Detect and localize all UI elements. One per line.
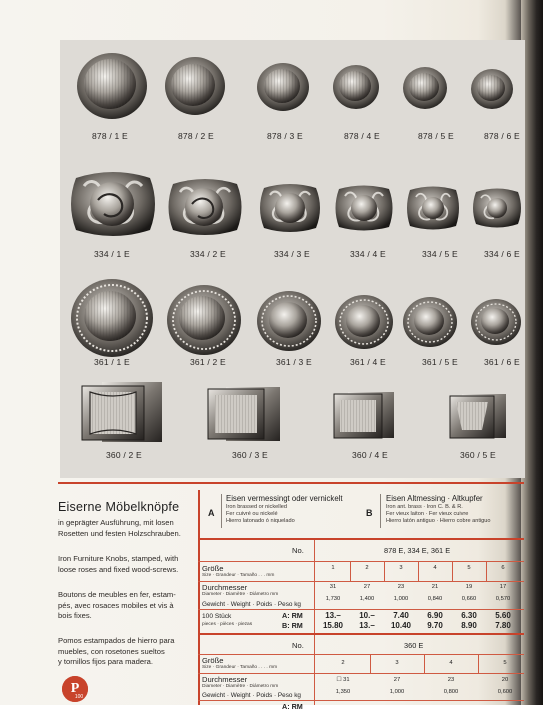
table1-weight-label: Gewicht · Weight · Poids · Peso kg: [202, 601, 301, 608]
red-divider: [58, 482, 524, 484]
table1-model: 878 E, 334 E, 361 E: [384, 546, 451, 555]
knob-360-4-icon: [332, 390, 396, 442]
desc-spanish: [58, 636, 198, 668]
finish-a-fr: Fer cuivré ou nickelé: [226, 511, 278, 517]
table1-cell-divider: [452, 561, 453, 581]
table1-prices-b-cell: 10.40: [390, 621, 412, 630]
table1-a-label: A: RM: [282, 611, 303, 620]
logo-letter: P: [70, 681, 80, 696]
table2-sizes-cell: 5: [503, 660, 507, 666]
finish-b-en: Iron ant. brass · Iron C. B. & R.: [386, 504, 463, 510]
desc-english-line: loose roses and fixed wood-screws.: [58, 564, 179, 574]
table1-prices-b-cell: 15.80: [322, 621, 344, 630]
knob-360-5-icon: [448, 392, 508, 442]
table2-size-sub: Size · Grandeur · Tamaño . . . . mm: [202, 665, 278, 670]
product-photo-panel: [60, 40, 525, 478]
code-334-5: 334 / 5 E: [422, 249, 458, 259]
table1-bottom-rule: [198, 633, 524, 635]
code-360-2: 360 / 2 E: [106, 450, 142, 460]
table1-prices-a-cell: 6.30: [461, 611, 477, 620]
table1-diam-label: Durchmesser: [202, 583, 248, 592]
knob-878-5-icon: [402, 66, 448, 110]
knob-334-5-icon: [404, 182, 462, 234]
table1-prices-b-cell: 7.80: [495, 621, 511, 630]
table2-weights-cell: 0,600: [497, 689, 513, 695]
table1-cell-divider: [418, 561, 419, 581]
table2-sizes-cell: 2: [341, 660, 345, 666]
table1-prices-a-cell: 10.–: [359, 611, 375, 620]
table1-sizes-cell: 3: [399, 565, 403, 571]
knob-360-2-icon: [80, 380, 164, 444]
finish-b-fr: Fer vieux laiton · Fer vieux cuivre: [386, 511, 469, 517]
table1-rule: [198, 609, 524, 610]
table2-diams-cell: 27: [393, 677, 401, 683]
table2-cell-divider: [370, 654, 371, 673]
table2-diam-label: Durchmesser: [202, 675, 248, 684]
knob-878-3-icon: [256, 62, 310, 112]
table1-weights-cell: 0,660: [461, 596, 477, 602]
table1-sizes-cell: 6: [501, 565, 505, 571]
table2-diams-cell: 23: [447, 677, 455, 683]
table1-prices-b-cell: 13.–: [359, 621, 375, 630]
code-361-5: 361 / 5 E: [422, 357, 458, 367]
desc-english: [58, 554, 198, 575]
finish-a-title: Eisen vermessingt oder vernickelt: [226, 494, 343, 503]
desc-french-line: pés, avec rosaces mobiles et vis à: [58, 600, 174, 610]
table1-weights-cell: 1,400: [359, 596, 375, 602]
table1-prices-a-cell: 13.–: [325, 611, 341, 620]
table2-diams-cell: ☐ 31: [336, 677, 350, 683]
finish-b-title: Eisen Altmessing · Altkupfer: [386, 494, 483, 503]
table2-diams-cell: 20: [501, 677, 509, 683]
finish-a-bar: [221, 494, 222, 528]
table1-diams-cell: 19: [465, 584, 473, 590]
knob-878-6-icon: [470, 68, 514, 110]
desc-english-line: Iron Furniture Knobs, stamped, with: [58, 554, 179, 563]
table1-diams-cell: 21: [431, 584, 439, 590]
code-361-2: 361 / 2 E: [190, 357, 226, 367]
table1-weights-cell: 0,570: [495, 596, 511, 602]
table1-prices-b-cell: 8.90: [461, 621, 477, 630]
product-title: Eiserne Möbelknöpfe: [58, 500, 180, 514]
knob-361-6-icon: [470, 298, 522, 346]
code-334-6: 334 / 6 E: [484, 249, 520, 259]
code-334-4: 334 / 4 E: [350, 249, 386, 259]
code-878-5: 878 / 5 E: [418, 131, 454, 141]
knob-361-2-icon: [166, 284, 242, 356]
table1-sizes-cell: 2: [365, 565, 369, 571]
code-361-3: 361 / 3 E: [276, 357, 312, 367]
code-334-3: 334 / 3 E: [274, 249, 310, 259]
knob-334-2-icon: [164, 172, 246, 242]
desc-german: [58, 518, 198, 539]
code-878-3: 878 / 3 E: [267, 131, 303, 141]
knob-361-5-icon: [402, 296, 458, 348]
table1-rule: [198, 561, 524, 562]
table2-weights-cell: 1,000: [389, 689, 405, 695]
table2-rule: [198, 654, 524, 655]
table1-diams-cell: 17: [499, 584, 507, 590]
code-878-1: 878 / 1 E: [92, 131, 128, 141]
table1-weights-cell: 0,840: [427, 596, 443, 602]
logo-number: 100: [74, 694, 84, 700]
code-360-5: 360 / 5 E: [460, 450, 496, 460]
table1-cell-divider: [350, 561, 351, 581]
table2-cell-divider: [424, 654, 425, 673]
code-361-1: 361 / 1 E: [94, 357, 130, 367]
table1-sizes-cell: 1: [331, 565, 335, 571]
table1-price-label: 100 Stück: [202, 613, 232, 620]
table1-rule: [198, 581, 524, 582]
knob-878-1-icon: [76, 52, 148, 120]
desc-french-line: bois fixes.: [58, 611, 92, 621]
knob-878-2-icon: [164, 56, 226, 116]
table1-no-label: No.: [292, 546, 304, 555]
table2-size-label: Größe: [202, 656, 224, 665]
knob-361-1-icon: [70, 278, 154, 358]
desc-german-line: in geprägter Ausführung, mit losen: [58, 518, 174, 527]
code-878-6: 878 / 6 E: [484, 131, 520, 141]
table2-a-label: A: RM: [282, 702, 303, 711]
knob-360-3-icon: [206, 384, 282, 444]
table2-model: 360 E: [404, 641, 424, 650]
table1-prices-b-cell: 9.70: [427, 621, 443, 630]
table1-price-sub: pieces · pièces · piezas: [202, 622, 253, 627]
desc-french: [58, 590, 198, 622]
knob-334-4-icon: [332, 180, 396, 236]
knob-334-6-icon: [470, 184, 524, 232]
table2-sizes-cell: 3: [395, 660, 399, 666]
knob-878-4-icon: [332, 64, 380, 110]
code-360-4: 360 / 4 E: [352, 450, 388, 460]
table2-weight-label: Gewicht · Weight · Poids · Peso kg: [202, 692, 301, 699]
table1-cell-divider: [384, 561, 385, 581]
table1-size-label: Größe: [202, 564, 224, 573]
table2-no-label: No.: [292, 641, 304, 650]
code-361-4: 361 / 4 E: [350, 357, 386, 367]
table1-diams-cell: 27: [363, 584, 371, 590]
finish-b-letter: B: [366, 508, 373, 518]
code-878-2: 878 / 2 E: [178, 131, 214, 141]
table1-weights-cell: 1,000: [393, 596, 409, 602]
table2-weights-cell: 0,800: [443, 689, 459, 695]
table2-rule: [198, 700, 524, 701]
desc-spanish-line: Pomos estampados de hierro para: [58, 636, 175, 645]
finish-a-es: Hierro latonado ó niquelado: [226, 518, 295, 524]
finish-a-en: Iron brassed or nickelled: [226, 504, 287, 510]
code-334-1: 334 / 1 E: [94, 249, 130, 259]
table1-prices-a-cell: 5.60: [495, 611, 511, 620]
finish-b-bar: [380, 494, 381, 528]
table1-top-rule: [198, 538, 524, 540]
desc-spanish-line: y tornillos fijos para madera.: [58, 657, 153, 667]
knob-334-1-icon: [66, 164, 160, 244]
table2-diam-sub: Diameter · Diamètre · Diámetro mm: [202, 684, 279, 689]
table2-col-divider: [314, 635, 315, 705]
finish-b-es: Hierro latón antiguo · Hierro cobre antiguo: [386, 518, 491, 524]
code-334-2: 334 / 2 E: [190, 249, 226, 259]
table2-rule: [198, 673, 524, 674]
table1-cell-divider: [486, 561, 487, 581]
desc-french-line: Boutons de meubles en fer, estam-: [58, 590, 176, 599]
desc-german-line: Rosetten und festen Holzschrauben.: [58, 528, 181, 538]
table1-prices-a-cell: 7.40: [393, 611, 409, 620]
desc-spanish-line: muebles, con rosetones sueltos: [58, 646, 165, 656]
knob-361-3-icon: [256, 290, 322, 352]
code-361-6: 361 / 6 E: [484, 357, 520, 367]
table2-sizes-cell: 4: [449, 660, 453, 666]
table1-sizes-cell: 4: [433, 565, 437, 571]
code-878-4: 878 / 4 E: [344, 131, 380, 141]
table1-prices-a-cell: 6.90: [427, 611, 443, 620]
table1-size-sub: Size · Grandeur · Tamaño . . . mm: [202, 573, 275, 578]
table2-weights-cell: 1,350: [335, 689, 351, 695]
table1-sizes-cell: 5: [467, 565, 471, 571]
publisher-logo-icon: [62, 676, 88, 702]
knob-334-3-icon: [256, 178, 324, 238]
knob-361-4-icon: [334, 294, 394, 350]
table1-diams-cell: 31: [329, 584, 337, 590]
table1-diam-sub: Diameter · Diamètre · Diámetro mm: [202, 592, 279, 597]
table1-diams-cell: 23: [397, 584, 405, 590]
table1-weights-cell: 1,730: [325, 596, 341, 602]
table2-cell-divider: [478, 654, 479, 673]
finish-a-letter: A: [208, 508, 215, 518]
code-360-3: 360 / 3 E: [232, 450, 268, 460]
table1-b-label: B: RM: [282, 621, 303, 630]
